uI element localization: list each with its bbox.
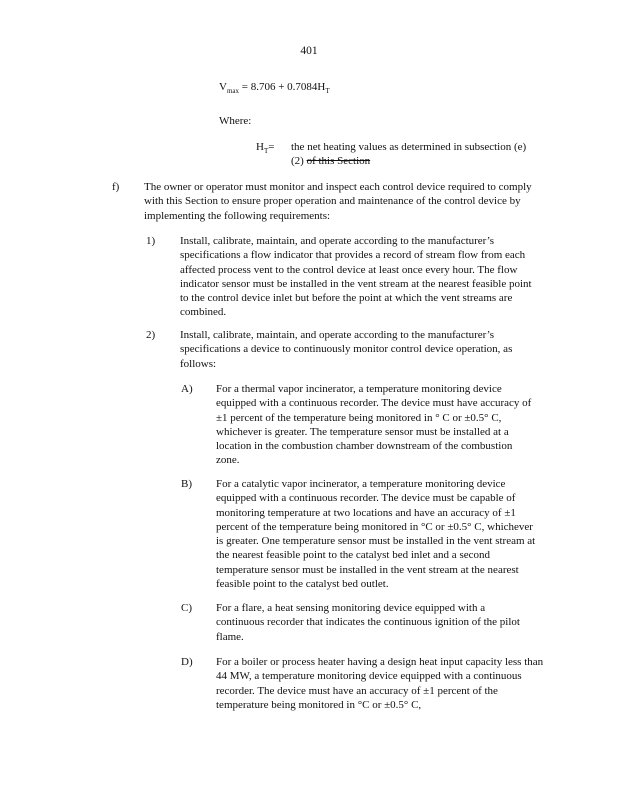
formula-lhs-subscript: max xyxy=(226,87,240,96)
paragraph-d-text: For a boiler or process heater having a design heat input capacity less than 44 MW, a temperature monitoring device equipped with a continuous recorder. The device must have an accuracy of ±1 percent of the temperature being monitored in °C or ±0.5° C, xyxy=(216,656,544,711)
definition-term xyxy=(256,140,274,154)
definition-text xyxy=(291,140,531,169)
definition-term-subscript: T xyxy=(263,147,269,156)
definition-struck-text: of this Section xyxy=(306,155,371,168)
paragraph-f1-marker: 1) xyxy=(146,235,156,247)
definition-term-equals: = xyxy=(268,141,275,153)
definition-term-symbol: H xyxy=(256,141,264,153)
paragraph-f1-text: Install, calibrate, maintain, and operate according to the manufacturer’s specifications a flow indicator that provides a record of stream flow from each affected process vent to the control device at least once every hour. The flow indicator sensor must be installed in the vent stream at the nearest feasible point to the control device inlet but before the point at which the vent streams are combined. xyxy=(180,235,532,319)
where-label: Where: xyxy=(219,115,252,127)
paragraph-f2-marker: 2) xyxy=(146,329,156,341)
paragraph-c-marker: C) xyxy=(181,602,192,614)
paragraph-f2-text: Install, calibrate, maintain, and operate according to the manufacturer’s specifications a device to continuously monitor control device operation, as follows: xyxy=(180,329,513,370)
paragraph-c-text: For a flare, a heat sensing monitoring device equipped with a continuous recorder that indicates the continuous ignition of the pilot flame. xyxy=(216,602,520,643)
paragraph-f-text: The owner or operator must monitor and inspect each control device required to comply with this Section to ensure proper operation and maintenance of the control device by implementing the following requirements: xyxy=(144,181,532,222)
paragraph-b-text: For a catalytic vapor incinerator, a temperature monitoring device equipped with a continuous recorder. The device must be capable of monitoring temperature at two locations and have an accuracy of ±1 percent of the temperature being monitored in °C or ±0.5° C, whichever is greater. One temperature sensor must be installed in the vent stream at the nearest feasible point to the catalyst bed inlet and a second temperature sensor must be installed in the vent stream at the nearest feasible point to the catalyst bed outlet. xyxy=(216,478,536,591)
formula xyxy=(219,80,330,94)
formula-rhs-subscript: T xyxy=(325,87,330,96)
page-number: 401 xyxy=(300,45,318,57)
paragraph-a-text: For a thermal vapor incinerator, a temperature monitoring device equipped with a continuous recorder. The device must have accuracy of ±1 percent of the temperature being monitored in ° C or ±0.5° C, whichever is greater. The temperature sensor must be installed at a location in the combustion chamber downstream of the combustion zone. xyxy=(216,383,532,467)
formula-rhs: = 8.706 + 0.7084H xyxy=(239,81,326,93)
paragraph-b-marker: B) xyxy=(181,478,192,490)
paragraph-d-marker: D) xyxy=(181,656,193,668)
formula-lhs: V xyxy=(219,81,227,93)
paragraph-f-marker: f) xyxy=(112,181,120,193)
definition-text-main: the net heating values as determined in subsection (e)(2) xyxy=(291,141,527,168)
paragraph-a-marker: A) xyxy=(181,383,193,395)
